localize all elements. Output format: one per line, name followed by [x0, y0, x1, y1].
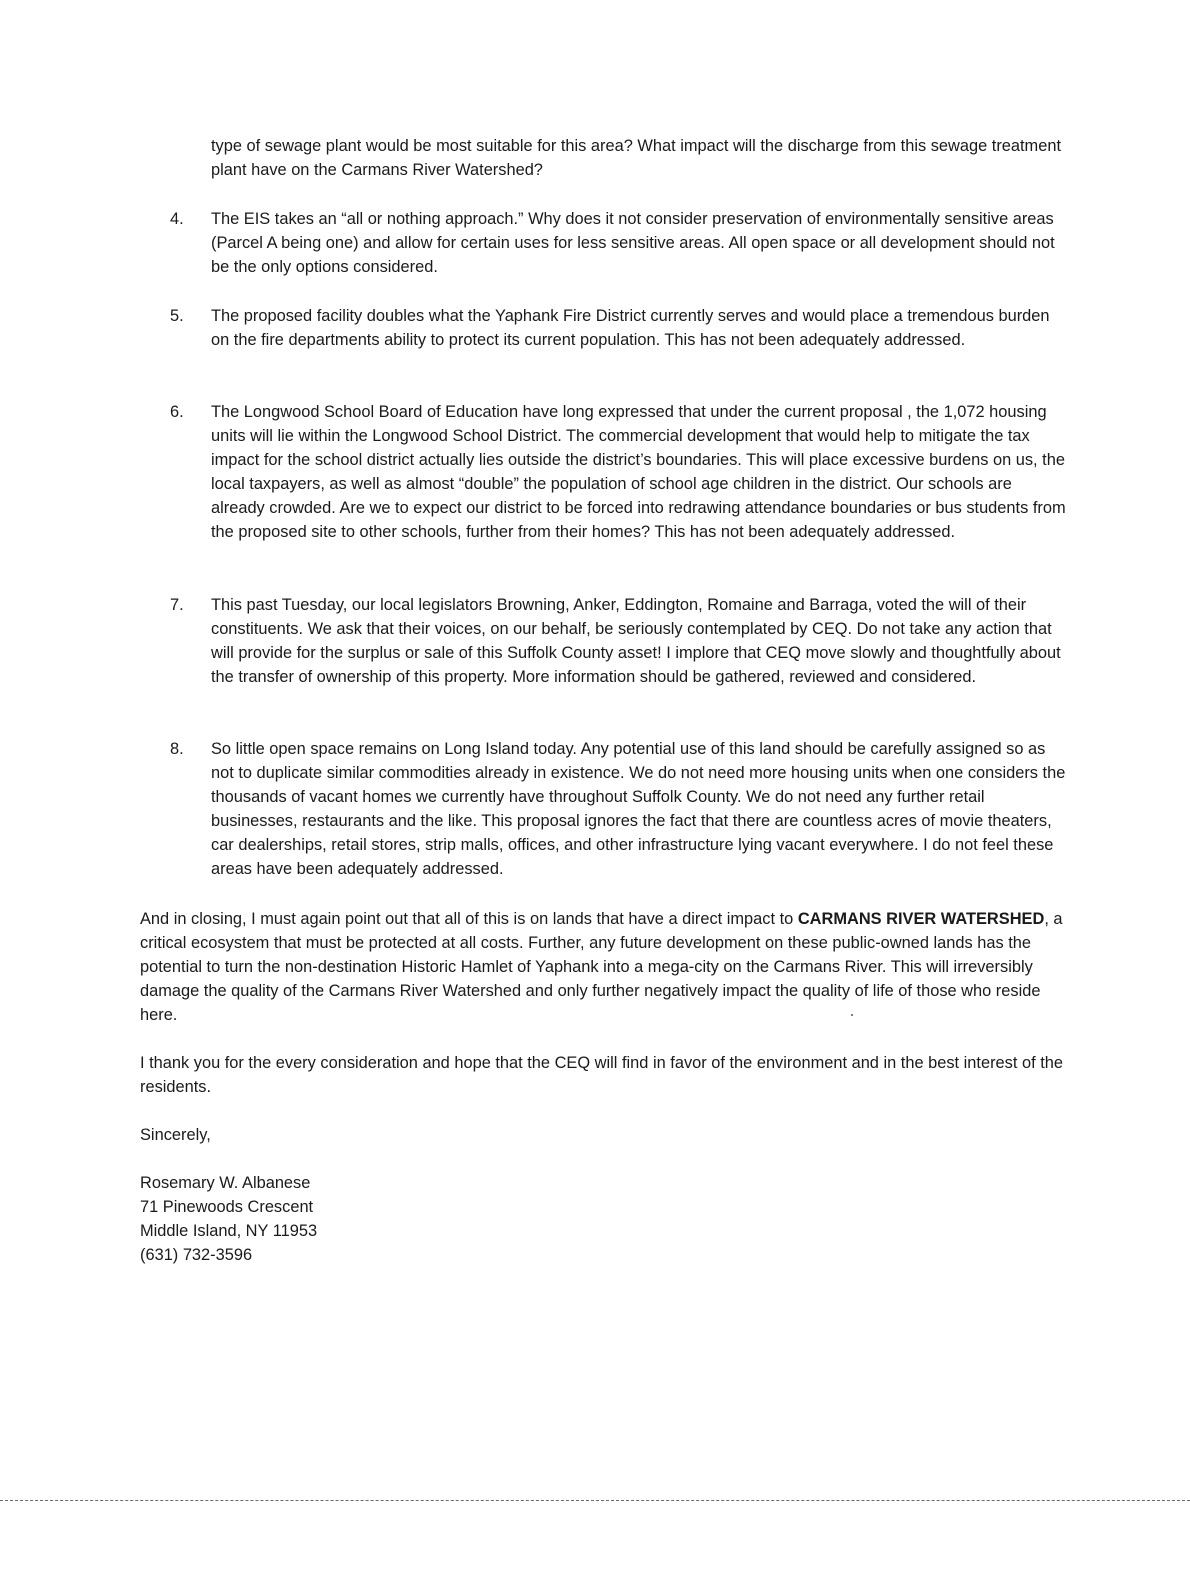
scan-speck — [851, 1014, 853, 1016]
list-item-text: The Longwood School Board of Education have long expressed that under the current proposal , the 1,072 housing units will lie within the Longwood School District. The commercial development that would help to mitigate the tax impact for the school district actually lies outside the district’s boundaries. This will place excessive burdens on us, the local taxpayers, as well as almost “double” the population of school age children in the district. Our schools are already crowded. Are we to expect our district to be forced into redrawing attendance boundaries or bus students from the proposed site to other schools, further from their homes? This has not been adequately addressed. — [211, 403, 1066, 541]
list-item-number: 5. — [170, 307, 184, 325]
list-item-number: 8. — [170, 740, 184, 758]
signer-city: Middle Island, NY 11953 — [140, 1222, 318, 1240]
list-item-text: So little open space remains on Long Island today. Any potential use of this land should be carefully assigned so as not to duplicate similar commodities already in existence. We do not need more housing units when one considers the thousands of vacant homes we currently have throughout Suffolk County. We do not need any further retail businesses, restaurants and the like. This proposal ignores the fact that there are countless acres of movie theaters, car dealerships, retail stores, strip malls, offices, and other infrastructure lying vacant everywhere. I do not feel these areas have been adequately addressed. — [211, 740, 1066, 878]
closing-intro: And in closing, I must again point out that all of this is on lands that have a direct impact to — [140, 910, 798, 928]
closing-paragraph — [140, 908, 1070, 1028]
list-item-number: 4. — [170, 210, 184, 228]
signer-name: Rosemary W. Albanese — [140, 1174, 311, 1192]
continued-paragraph: type of sewage plant would be most suitable for this area? What impact will the discharge from this sewage treatment plant have on the Carmans River Watershed? — [211, 137, 1062, 179]
list-item-text: The EIS takes an “all or nothing approach.” Why does it not consider preservation of environmentally sensitive areas (Parcel A being one) and allow for certain uses for less sensitive areas. All open space or all development should not be the only options considered. — [211, 210, 1055, 276]
list-item-text: This past Tuesday, our local legislators Browning, Anker, Eddington, Romaine and Barraga, voted the will of their constituents. We ask that their voices, on our behalf, be seriously contemplated by CEQ. Do not take any action that will provide for the surplus or sale of this Suffolk County asset! I implore that CEQ move slowly and thoughtfully about the transfer of ownership of this property. More information should be gathered, reviewed and considered. — [211, 596, 1061, 686]
thanks-paragraph: I thank you for the every consideration and hope that the CEQ will find in favor of the environment and in the best interest of the residents. — [140, 1054, 1063, 1096]
salutation: Sincerely, — [140, 1126, 211, 1144]
watershed-emphasis: CARMANS RIVER WATERSHED — [797, 910, 1045, 928]
list-item-number: 7. — [170, 596, 184, 614]
list-item-number: 6. — [170, 403, 184, 421]
closing-rest: , a critical ecosystem that must be protected at all costs. Further, any future development on these public-owned lands has the potential to turn the non-destination Historic Hamlet of Yaphank into a mega-city on the Carmans River. This will irreversibly damage the quality of the Carmans River Watershed and only further negatively impact the quality of life of those who reside here. — [140, 910, 1063, 1024]
signer-street: 71 Pinewoods Crescent — [140, 1198, 314, 1216]
signer-phone: (631) 732-3596 — [140, 1246, 253, 1264]
footer-rule — [0, 1500, 1190, 1501]
list-item-text: The proposed facility doubles what the Yaphank Fire District currently serves and would place a tremendous burden on the fire departments ability to protect its current population. This has not been adequately addressed. — [211, 307, 1050, 349]
